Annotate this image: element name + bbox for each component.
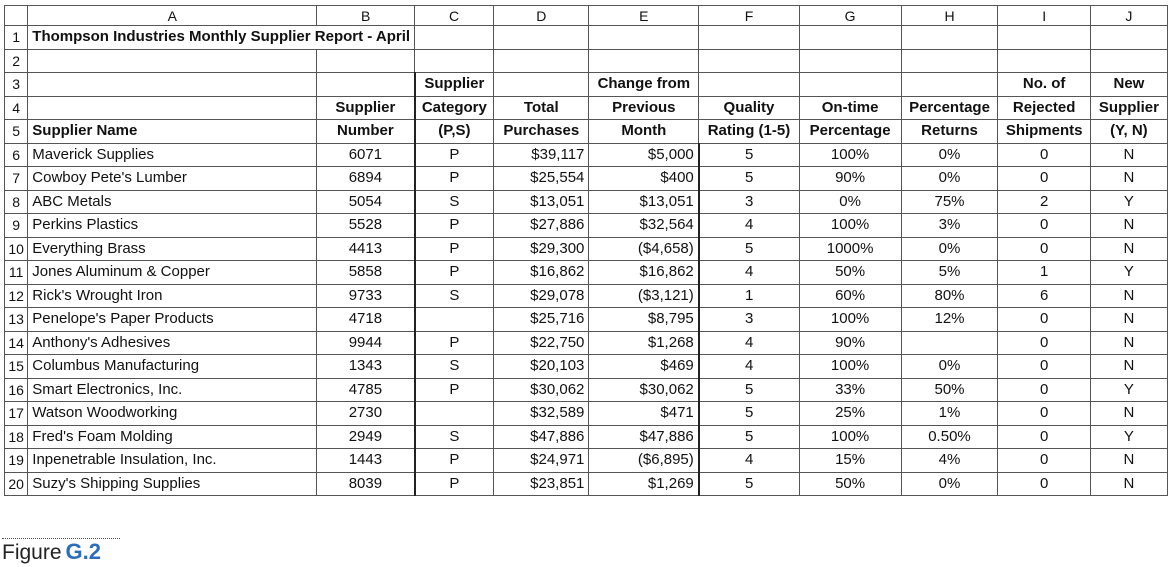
data-cell[interactable]: S (415, 190, 494, 214)
header-cell[interactable]: Shipments (998, 120, 1090, 144)
data-cell[interactable]: 0 (998, 425, 1090, 449)
data-cell[interactable]: 0 (998, 237, 1090, 261)
data-cell[interactable]: 0 (998, 214, 1090, 238)
spreadsheet-body (5, 6, 1168, 496)
data-cell[interactable]: 0 (998, 355, 1090, 379)
data-cell[interactable]: $16,862 (494, 261, 589, 285)
data-cell[interactable]: 0 (998, 308, 1090, 332)
data-cell[interactable]: 6071 (317, 143, 415, 167)
row-number[interactable]: 16 (5, 378, 28, 402)
row-number[interactable]: 1 (5, 26, 28, 50)
header-cell[interactable]: Purchases (494, 120, 589, 144)
data-cell[interactable]: $25,554 (494, 167, 589, 191)
data-cell[interactable] (901, 331, 998, 355)
data-cell[interactable]: P (415, 472, 494, 496)
data-cell[interactable]: S (415, 425, 494, 449)
data-cell[interactable]: Y (1090, 425, 1167, 449)
data-cell[interactable]: $24,971 (494, 449, 589, 473)
sheet-row (5, 49, 1168, 73)
data-cell[interactable]: 0 (998, 167, 1090, 191)
header-cell[interactable]: Supplier (1090, 96, 1167, 120)
data-cell[interactable] (415, 308, 494, 332)
data-cell[interactable]: 50% (799, 472, 901, 496)
data-row (5, 237, 1168, 261)
supplier-name-cell[interactable]: Penelope's Paper Products (28, 308, 317, 332)
cell[interactable] (589, 26, 699, 50)
column-header-i[interactable]: I (998, 6, 1090, 26)
data-cell[interactable]: 1000% (799, 237, 901, 261)
spreadsheet (4, 5, 1168, 496)
column-header-f[interactable]: F (699, 6, 799, 26)
data-cell[interactable]: N (1090, 214, 1167, 238)
data-row (5, 167, 1168, 191)
row-number[interactable]: 19 (5, 449, 28, 473)
data-cell[interactable]: N (1090, 167, 1167, 191)
data-cell[interactable]: 2 (998, 190, 1090, 214)
supplier-name-cell[interactable]: Perkins Plastics (28, 214, 317, 238)
data-cell[interactable]: 5 (699, 237, 799, 261)
data-cell[interactable]: P (415, 167, 494, 191)
cell[interactable] (589, 49, 699, 73)
data-cell[interactable]: 4% (901, 449, 998, 473)
data-cell[interactable]: 25% (799, 402, 901, 426)
data-cell[interactable]: $469 (589, 355, 699, 379)
data-cell[interactable]: Y (1090, 190, 1167, 214)
data-row (5, 214, 1168, 238)
data-cell[interactable]: 0% (901, 355, 998, 379)
header-cell[interactable]: (Y, N) (1090, 120, 1167, 144)
row-number[interactable]: 18 (5, 425, 28, 449)
data-cell[interactable]: 2949 (317, 425, 415, 449)
data-cell[interactable]: 9944 (317, 331, 415, 355)
header-cell[interactable] (28, 96, 317, 120)
data-cell[interactable]: $47,886 (589, 425, 699, 449)
data-cell[interactable]: N (1090, 284, 1167, 308)
data-cell[interactable]: 4 (699, 261, 799, 285)
data-cell[interactable]: 1 (998, 261, 1090, 285)
data-cell[interactable]: 0% (799, 190, 901, 214)
data-cell[interactable]: 12% (901, 308, 998, 332)
data-cell[interactable]: 4 (699, 214, 799, 238)
data-cell[interactable]: N (1090, 308, 1167, 332)
data-cell[interactable]: 5% (901, 261, 998, 285)
header-cell[interactable]: Percentage (901, 96, 998, 120)
row-number[interactable]: 7 (5, 167, 28, 191)
cell[interactable] (699, 26, 799, 50)
supplier-name-cell[interactable]: Rick's Wrought Iron (28, 284, 317, 308)
row-number[interactable]: 6 (5, 143, 28, 167)
data-cell[interactable]: 4 (699, 355, 799, 379)
header-cell[interactable]: Returns (901, 120, 998, 144)
row-number[interactable]: 9 (5, 214, 28, 238)
header-cell[interactable]: Supplier (415, 73, 494, 97)
row-number[interactable]: 17 (5, 402, 28, 426)
data-cell[interactable]: $27,886 (494, 214, 589, 238)
header-cell[interactable]: Percentage (799, 120, 901, 144)
header-cell[interactable]: Total (494, 96, 589, 120)
data-cell[interactable]: 5 (699, 472, 799, 496)
caption-word: Figure (2, 541, 62, 564)
data-cell[interactable]: $471 (589, 402, 699, 426)
data-cell[interactable]: 100% (799, 425, 901, 449)
data-row (5, 331, 1168, 355)
supplier-name-cell[interactable]: Jones Aluminum & Copper (28, 261, 317, 285)
supplier-name-cell[interactable]: ABC Metals (28, 190, 317, 214)
supplier-name-cell[interactable]: Inpenetrable Insulation, Inc. (28, 449, 317, 473)
cell[interactable] (799, 49, 901, 73)
data-cell[interactable]: N (1090, 355, 1167, 379)
data-cell[interactable]: P (415, 331, 494, 355)
data-cell[interactable]: 5 (699, 425, 799, 449)
data-cell[interactable]: N (1090, 143, 1167, 167)
header-cell[interactable] (494, 73, 589, 97)
data-cell[interactable]: 1343 (317, 355, 415, 379)
data-cell[interactable]: 8039 (317, 472, 415, 496)
supplier-name-cell[interactable]: Columbus Manufacturing (28, 355, 317, 379)
data-cell[interactable]: N (1090, 331, 1167, 355)
cell[interactable] (1090, 49, 1167, 73)
data-cell[interactable]: $16,862 (589, 261, 699, 285)
cell[interactable] (415, 26, 494, 50)
data-row (5, 261, 1168, 285)
data-cell[interactable]: N (1090, 237, 1167, 261)
data-cell[interactable]: 4718 (317, 308, 415, 332)
supplier-name-cell[interactable]: Cowboy Pete's Lumber (28, 167, 317, 191)
cell[interactable] (494, 26, 589, 50)
header-row (5, 73, 1168, 97)
data-row (5, 472, 1168, 496)
data-cell[interactable]: 100% (799, 214, 901, 238)
data-cell[interactable]: 0.50% (901, 425, 998, 449)
data-row (5, 425, 1168, 449)
data-cell[interactable]: $23,851 (494, 472, 589, 496)
column-header-b[interactable]: B (317, 6, 415, 26)
data-cell[interactable]: 0% (901, 143, 998, 167)
data-cell[interactable]: 5 (699, 143, 799, 167)
row-number[interactable]: 13 (5, 308, 28, 332)
data-row (5, 449, 1168, 473)
row-number[interactable]: 4 (5, 96, 28, 120)
data-cell[interactable]: N (1090, 472, 1167, 496)
data-cell[interactable]: 0 (998, 378, 1090, 402)
data-cell[interactable]: 5 (699, 378, 799, 402)
row-number[interactable]: 5 (5, 120, 28, 144)
data-cell[interactable]: $13,051 (589, 190, 699, 214)
data-row (5, 378, 1168, 402)
row-number[interactable]: 3 (5, 73, 28, 97)
figure-caption (2, 538, 120, 565)
supplier-name-cell[interactable]: Anthony's Adhesives (28, 331, 317, 355)
data-cell[interactable]: N (1090, 449, 1167, 473)
data-row (5, 355, 1168, 379)
data-cell[interactable]: 50% (799, 261, 901, 285)
header-row (5, 120, 1168, 144)
column-header-h[interactable]: H (901, 6, 998, 26)
row-number[interactable]: 8 (5, 190, 28, 214)
header-cell[interactable]: Change from (589, 73, 699, 97)
supplier-name-cell[interactable]: Smart Electronics, Inc. (28, 378, 317, 402)
data-cell[interactable]: 2730 (317, 402, 415, 426)
data-cell[interactable]: $20,103 (494, 355, 589, 379)
data-cell[interactable]: Y (1090, 261, 1167, 285)
cell[interactable] (998, 26, 1090, 50)
data-cell[interactable]: P (415, 449, 494, 473)
data-cell[interactable]: ($3,121) (589, 284, 699, 308)
data-cell[interactable]: $47,886 (494, 425, 589, 449)
row-number[interactable]: 14 (5, 331, 28, 355)
data-cell[interactable]: 80% (901, 284, 998, 308)
cell[interactable] (317, 49, 415, 73)
sheet-row (5, 26, 1168, 50)
data-cell[interactable]: 90% (799, 167, 901, 191)
data-cell[interactable]: 1% (901, 402, 998, 426)
data-cell[interactable]: 5 (699, 167, 799, 191)
header-cell[interactable]: Month (589, 120, 699, 144)
data-cell[interactable]: 5528 (317, 214, 415, 238)
data-row (5, 284, 1168, 308)
row-number[interactable]: 11 (5, 261, 28, 285)
data-cell[interactable]: $25,716 (494, 308, 589, 332)
data-cell[interactable]: $39,117 (494, 143, 589, 167)
row-number[interactable]: 2 (5, 49, 28, 73)
data-cell[interactable]: $1,268 (589, 331, 699, 355)
cell[interactable] (699, 49, 799, 73)
data-cell[interactable]: $8,795 (589, 308, 699, 332)
cell[interactable] (28, 49, 317, 73)
cell[interactable] (998, 49, 1090, 73)
column-header-e[interactable]: E (589, 6, 699, 26)
data-cell[interactable]: 0 (998, 472, 1090, 496)
column-header-g[interactable]: G (799, 6, 901, 26)
row-number[interactable]: 10 (5, 237, 28, 261)
header-cell[interactable]: Number (317, 120, 415, 144)
header-cell[interactable] (699, 73, 799, 97)
header-cell[interactable]: Rating (1-5) (699, 120, 799, 144)
cell[interactable] (1090, 26, 1167, 50)
data-cell[interactable]: $1,269 (589, 472, 699, 496)
data-cell[interactable]: 90% (799, 331, 901, 355)
data-cell[interactable]: 4 (699, 331, 799, 355)
data-cell[interactable]: 9733 (317, 284, 415, 308)
data-cell[interactable]: ($6,895) (589, 449, 699, 473)
column-header-j[interactable]: J (1090, 6, 1167, 26)
data-cell[interactable]: 6 (998, 284, 1090, 308)
cell[interactable] (799, 26, 901, 50)
header-cell[interactable]: Supplier Name (28, 120, 317, 144)
data-cell[interactable]: $30,062 (494, 378, 589, 402)
supplier-name-cell[interactable]: Fred's Foam Molding (28, 425, 317, 449)
header-cell[interactable]: Rejected (998, 96, 1090, 120)
data-cell[interactable]: P (415, 143, 494, 167)
data-cell[interactable]: $5,000 (589, 143, 699, 167)
data-cell[interactable]: $400 (589, 167, 699, 191)
header-cell[interactable] (317, 73, 415, 97)
cell[interactable] (494, 49, 589, 73)
row-number[interactable]: 12 (5, 284, 28, 308)
data-cell[interactable]: 33% (799, 378, 901, 402)
data-row (5, 190, 1168, 214)
header-cell[interactable]: On-time (799, 96, 901, 120)
row-number[interactable]: 20 (5, 472, 28, 496)
data-cell[interactable]: $32,589 (494, 402, 589, 426)
data-cell[interactable]: $13,051 (494, 190, 589, 214)
data-cell[interactable]: 6894 (317, 167, 415, 191)
data-cell[interactable]: $29,078 (494, 284, 589, 308)
data-cell[interactable]: 0% (901, 167, 998, 191)
data-cell[interactable]: Y (1090, 378, 1167, 402)
data-cell[interactable] (415, 402, 494, 426)
data-cell[interactable]: P (415, 237, 494, 261)
header-cell[interactable]: Supplier (317, 96, 415, 120)
data-cell[interactable]: 3% (901, 214, 998, 238)
data-cell[interactable]: 15% (799, 449, 901, 473)
column-header-c[interactable]: C (415, 6, 494, 26)
row-number[interactable]: 15 (5, 355, 28, 379)
caption-number: G.2 (65, 539, 101, 564)
header-cell[interactable] (799, 73, 901, 97)
header-cell[interactable]: New (1090, 73, 1167, 97)
data-cell[interactable]: 3 (699, 190, 799, 214)
data-cell[interactable]: N (1090, 402, 1167, 426)
data-row (5, 402, 1168, 426)
data-cell[interactable]: 5054 (317, 190, 415, 214)
header-row (5, 96, 1168, 120)
data-cell[interactable]: 4785 (317, 378, 415, 402)
data-row (5, 308, 1168, 332)
data-cell[interactable]: 1 (699, 284, 799, 308)
data-cell[interactable]: 0 (998, 331, 1090, 355)
header-cell[interactable]: Category (415, 96, 494, 120)
data-cell[interactable]: 5 (699, 402, 799, 426)
column-header-d[interactable]: D (494, 6, 589, 26)
cell[interactable] (901, 49, 998, 73)
data-cell[interactable]: 0 (998, 143, 1090, 167)
header-cell[interactable] (901, 73, 998, 97)
data-cell[interactable]: 0 (998, 449, 1090, 473)
corner-cell[interactable] (5, 6, 28, 26)
data-cell[interactable]: 0 (998, 402, 1090, 426)
supplier-name-cell[interactable]: Watson Woodworking (28, 402, 317, 426)
data-cell[interactable]: P (415, 378, 494, 402)
supplier-name-cell[interactable]: Suzy's Shipping Supplies (28, 472, 317, 496)
data-row (5, 143, 1168, 167)
header-cell[interactable] (28, 73, 317, 97)
cell[interactable] (901, 26, 998, 50)
data-cell[interactable]: 0% (901, 472, 998, 496)
data-cell[interactable]: P (415, 214, 494, 238)
data-cell[interactable]: 100% (799, 355, 901, 379)
data-cell[interactable]: 4413 (317, 237, 415, 261)
data-cell[interactable]: $30,062 (589, 378, 699, 402)
header-cell[interactable]: (P,S) (415, 120, 494, 144)
data-cell[interactable]: $32,564 (589, 214, 699, 238)
data-cell[interactable]: 3 (699, 308, 799, 332)
data-cell[interactable]: $29,300 (494, 237, 589, 261)
report-title[interactable]: Thompson Industries Monthly Supplier Report - April (28, 26, 415, 50)
data-cell[interactable]: 0% (901, 237, 998, 261)
data-cell[interactable]: P (415, 261, 494, 285)
column-header-a[interactable]: A (28, 6, 317, 26)
data-cell[interactable]: $22,750 (494, 331, 589, 355)
data-cell[interactable]: 5858 (317, 261, 415, 285)
cell[interactable] (415, 49, 494, 73)
data-cell[interactable]: S (415, 355, 494, 379)
column-header-row (5, 6, 1168, 26)
data-cell[interactable]: 4 (699, 449, 799, 473)
header-cell[interactable]: No. of (998, 73, 1090, 97)
data-cell[interactable]: S (415, 284, 494, 308)
data-cell[interactable]: 50% (901, 378, 998, 402)
data-cell[interactable]: 100% (799, 308, 901, 332)
data-cell[interactable]: 100% (799, 143, 901, 167)
data-cell[interactable]: 1443 (317, 449, 415, 473)
supplier-name-cell[interactable]: Everything Brass (28, 237, 317, 261)
supplier-name-cell[interactable]: Maverick Supplies (28, 143, 317, 167)
data-cell[interactable]: 60% (799, 284, 901, 308)
header-cell[interactable]: Previous (589, 96, 699, 120)
data-cell[interactable]: ($4,658) (589, 237, 699, 261)
data-cell[interactable]: 75% (901, 190, 998, 214)
header-cell[interactable]: Quality (699, 96, 799, 120)
